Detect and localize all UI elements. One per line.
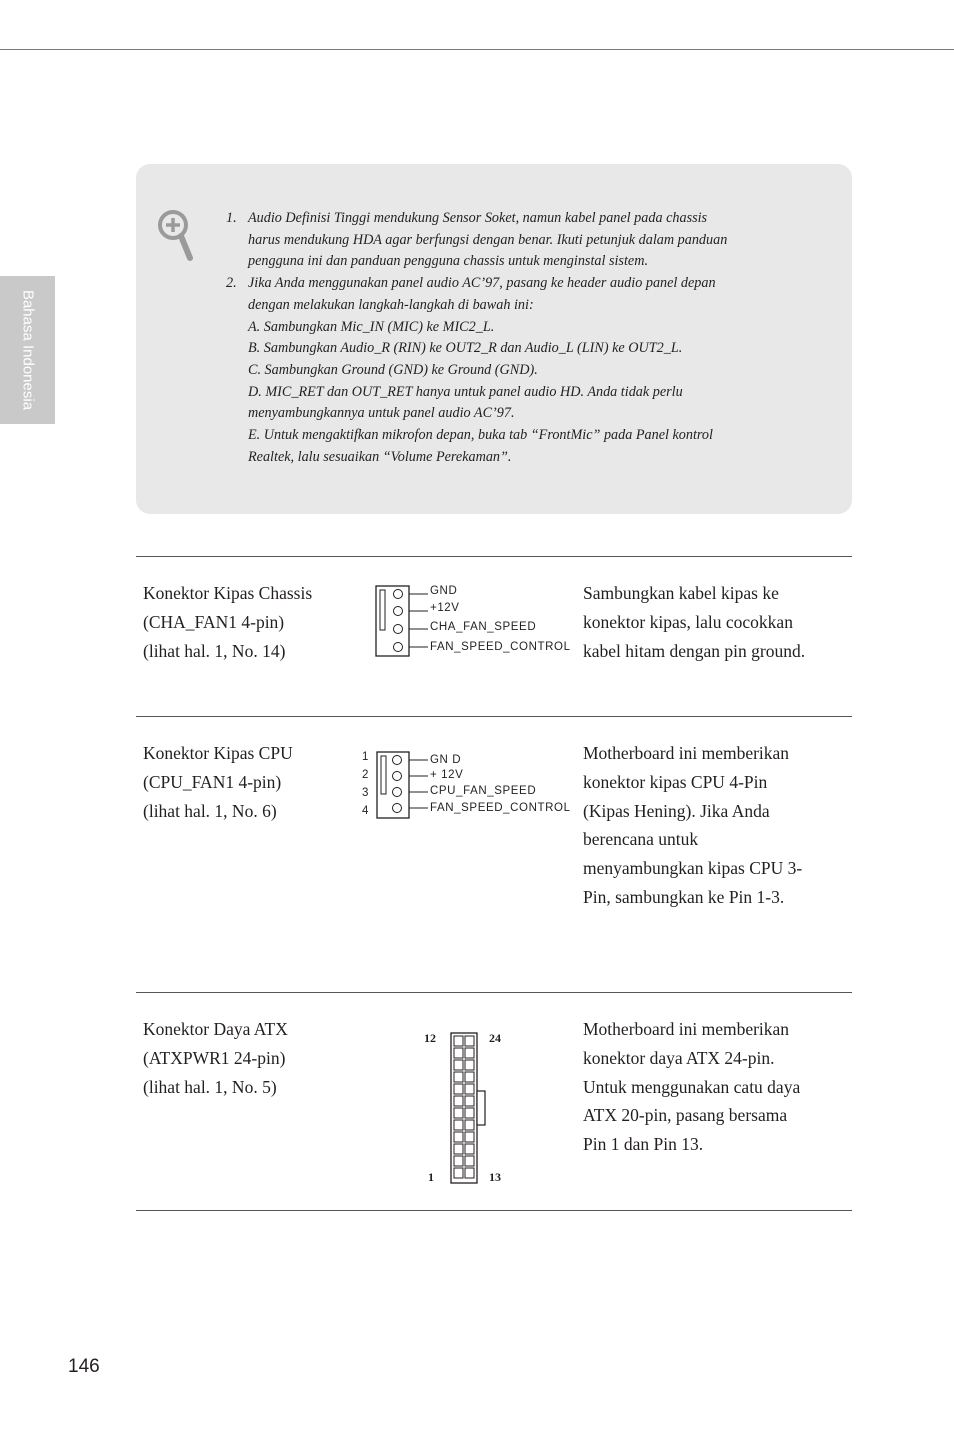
cpu-fan-label: Konektor Kipas CPU (CPU_FAN1 4-pin) (lihat hal. 1, No. 6) — [143, 743, 293, 821]
atx-power-description: Motherboard ini memberikan konektor daya ATX 24-pin. Untuk menggunakan catu daya ATX 20-pin, pasang bersama Pin 1 dan Pin 13. — [583, 1019, 801, 1155]
atx-pin — [454, 1084, 463, 1094]
pin-label: FAN_SPEED_CONTROL — [430, 641, 571, 653]
atx-pin-label-12: 12 — [424, 1031, 436, 1045]
table-rule — [136, 716, 852, 717]
atx-power-label: Konektor Daya ATX (ATXPWR1 24-pin) (lihat hal. 1, No. 5) — [143, 1019, 288, 1097]
atx-pin — [454, 1132, 463, 1142]
atx-pin — [465, 1096, 474, 1106]
atx-pin — [454, 1120, 463, 1130]
atx-pin — [465, 1048, 474, 1058]
atx-pin-label-1: 1 — [428, 1170, 434, 1184]
note-list — [226, 208, 786, 468]
atx-pin — [454, 1144, 463, 1154]
cha-fan-connector-diagram — [370, 584, 430, 660]
pin-label: + 12V — [430, 769, 464, 781]
language-side-tab — [0, 276, 55, 424]
page-number: 146 — [68, 1356, 100, 1377]
pin-label: CHA_FAN_SPEED — [430, 621, 537, 633]
atx-pin — [465, 1108, 474, 1118]
atx-pin — [465, 1036, 474, 1046]
table-rule — [136, 992, 852, 993]
atx-pin — [465, 1144, 474, 1154]
note-item-1: 1. Audio Definisi Tinggi mendukung Sensor Soket, namun kabel panel pada chassis harus mendukung HDA agar berfungsi dengan benar. Ikuti petunjuk dalam panduan pengguna ini dan panduan pengguna chassis untuk menginstal sistem. — [226, 210, 728, 270]
magnifier-plus-icon — [156, 208, 200, 264]
atx-pin — [454, 1108, 463, 1118]
pin-label: GN D — [430, 754, 462, 766]
atx-pin-label-24: 24 — [489, 1031, 501, 1045]
atx-pin — [454, 1048, 463, 1058]
pin-label: GND — [430, 585, 458, 597]
pin-label: +12V — [430, 602, 460, 614]
atx-pin — [465, 1084, 474, 1094]
atx-pin — [465, 1132, 474, 1142]
atx-pin — [465, 1156, 474, 1166]
atx-pin — [465, 1120, 474, 1130]
note-item-2: 2. Jika Anda menggunakan panel audio AC’97, pasang ke header audio panel depan dengan melakukan langkah-langkah di bawah ini: A. Sambungkan Mic_IN (MIC) ke MIC2_L. B. Sambungkan Audio_R (RIN) ke OUT2_R dan Audio_L (LIN) ke OUT2_L. C. Sambungkan Ground (GND) ke Ground (GND). D. MIC_RET dan OUT_RET hanya untuk panel audio HD. Anda tidak perlu menyambungkannya untuk panel audio AC’97. E. Untuk mengaktifkan mikrofon depan, buka tab “FrontMic” pada Panel kontrol Realtek, lalu sesuaikan “Volume Perekaman”. — [226, 275, 716, 465]
pin-label: CPU_FAN_SPEED — [430, 785, 537, 797]
atx-pin — [465, 1060, 474, 1070]
note-box — [136, 164, 852, 514]
pin-label: FAN_SPEED_CONTROL — [430, 802, 571, 814]
atx-pin — [454, 1156, 463, 1166]
cpu-fan-connector-diagram — [372, 750, 432, 820]
atx-pin-label-13: 13 — [489, 1170, 501, 1184]
atx-pin — [454, 1060, 463, 1070]
atx-pin — [465, 1168, 474, 1178]
cha-fan-description: Sambungkan kabel kipas ke konektor kipas, lalu cocokkan kabel hitam dengan pin ground. — [583, 583, 806, 661]
table-rule — [136, 556, 852, 557]
atx-pin — [454, 1036, 463, 1046]
atx-pin — [454, 1072, 463, 1082]
top-rule — [0, 49, 954, 50]
atx-pin — [454, 1168, 463, 1178]
atx-pin — [465, 1072, 474, 1082]
side-tab-label: Bahasa Indonesia — [19, 289, 36, 411]
atx-power-connector-diagram — [450, 1032, 490, 1184]
table-rule — [136, 1210, 852, 1211]
cha-fan-label: Konektor Kipas Chassis (CHA_FAN1 4-pin) (lihat hal. 1, No. 14) — [143, 583, 313, 661]
atx-pin — [454, 1096, 463, 1106]
cpu-fan-description: Motherboard ini memberikan konektor kipas CPU 4-Pin (Kipas Hening). Jika Anda berencana untuk menyambungkan kipas CPU 3-Pin, sambungkan ke Pin 1-3. — [583, 743, 803, 907]
